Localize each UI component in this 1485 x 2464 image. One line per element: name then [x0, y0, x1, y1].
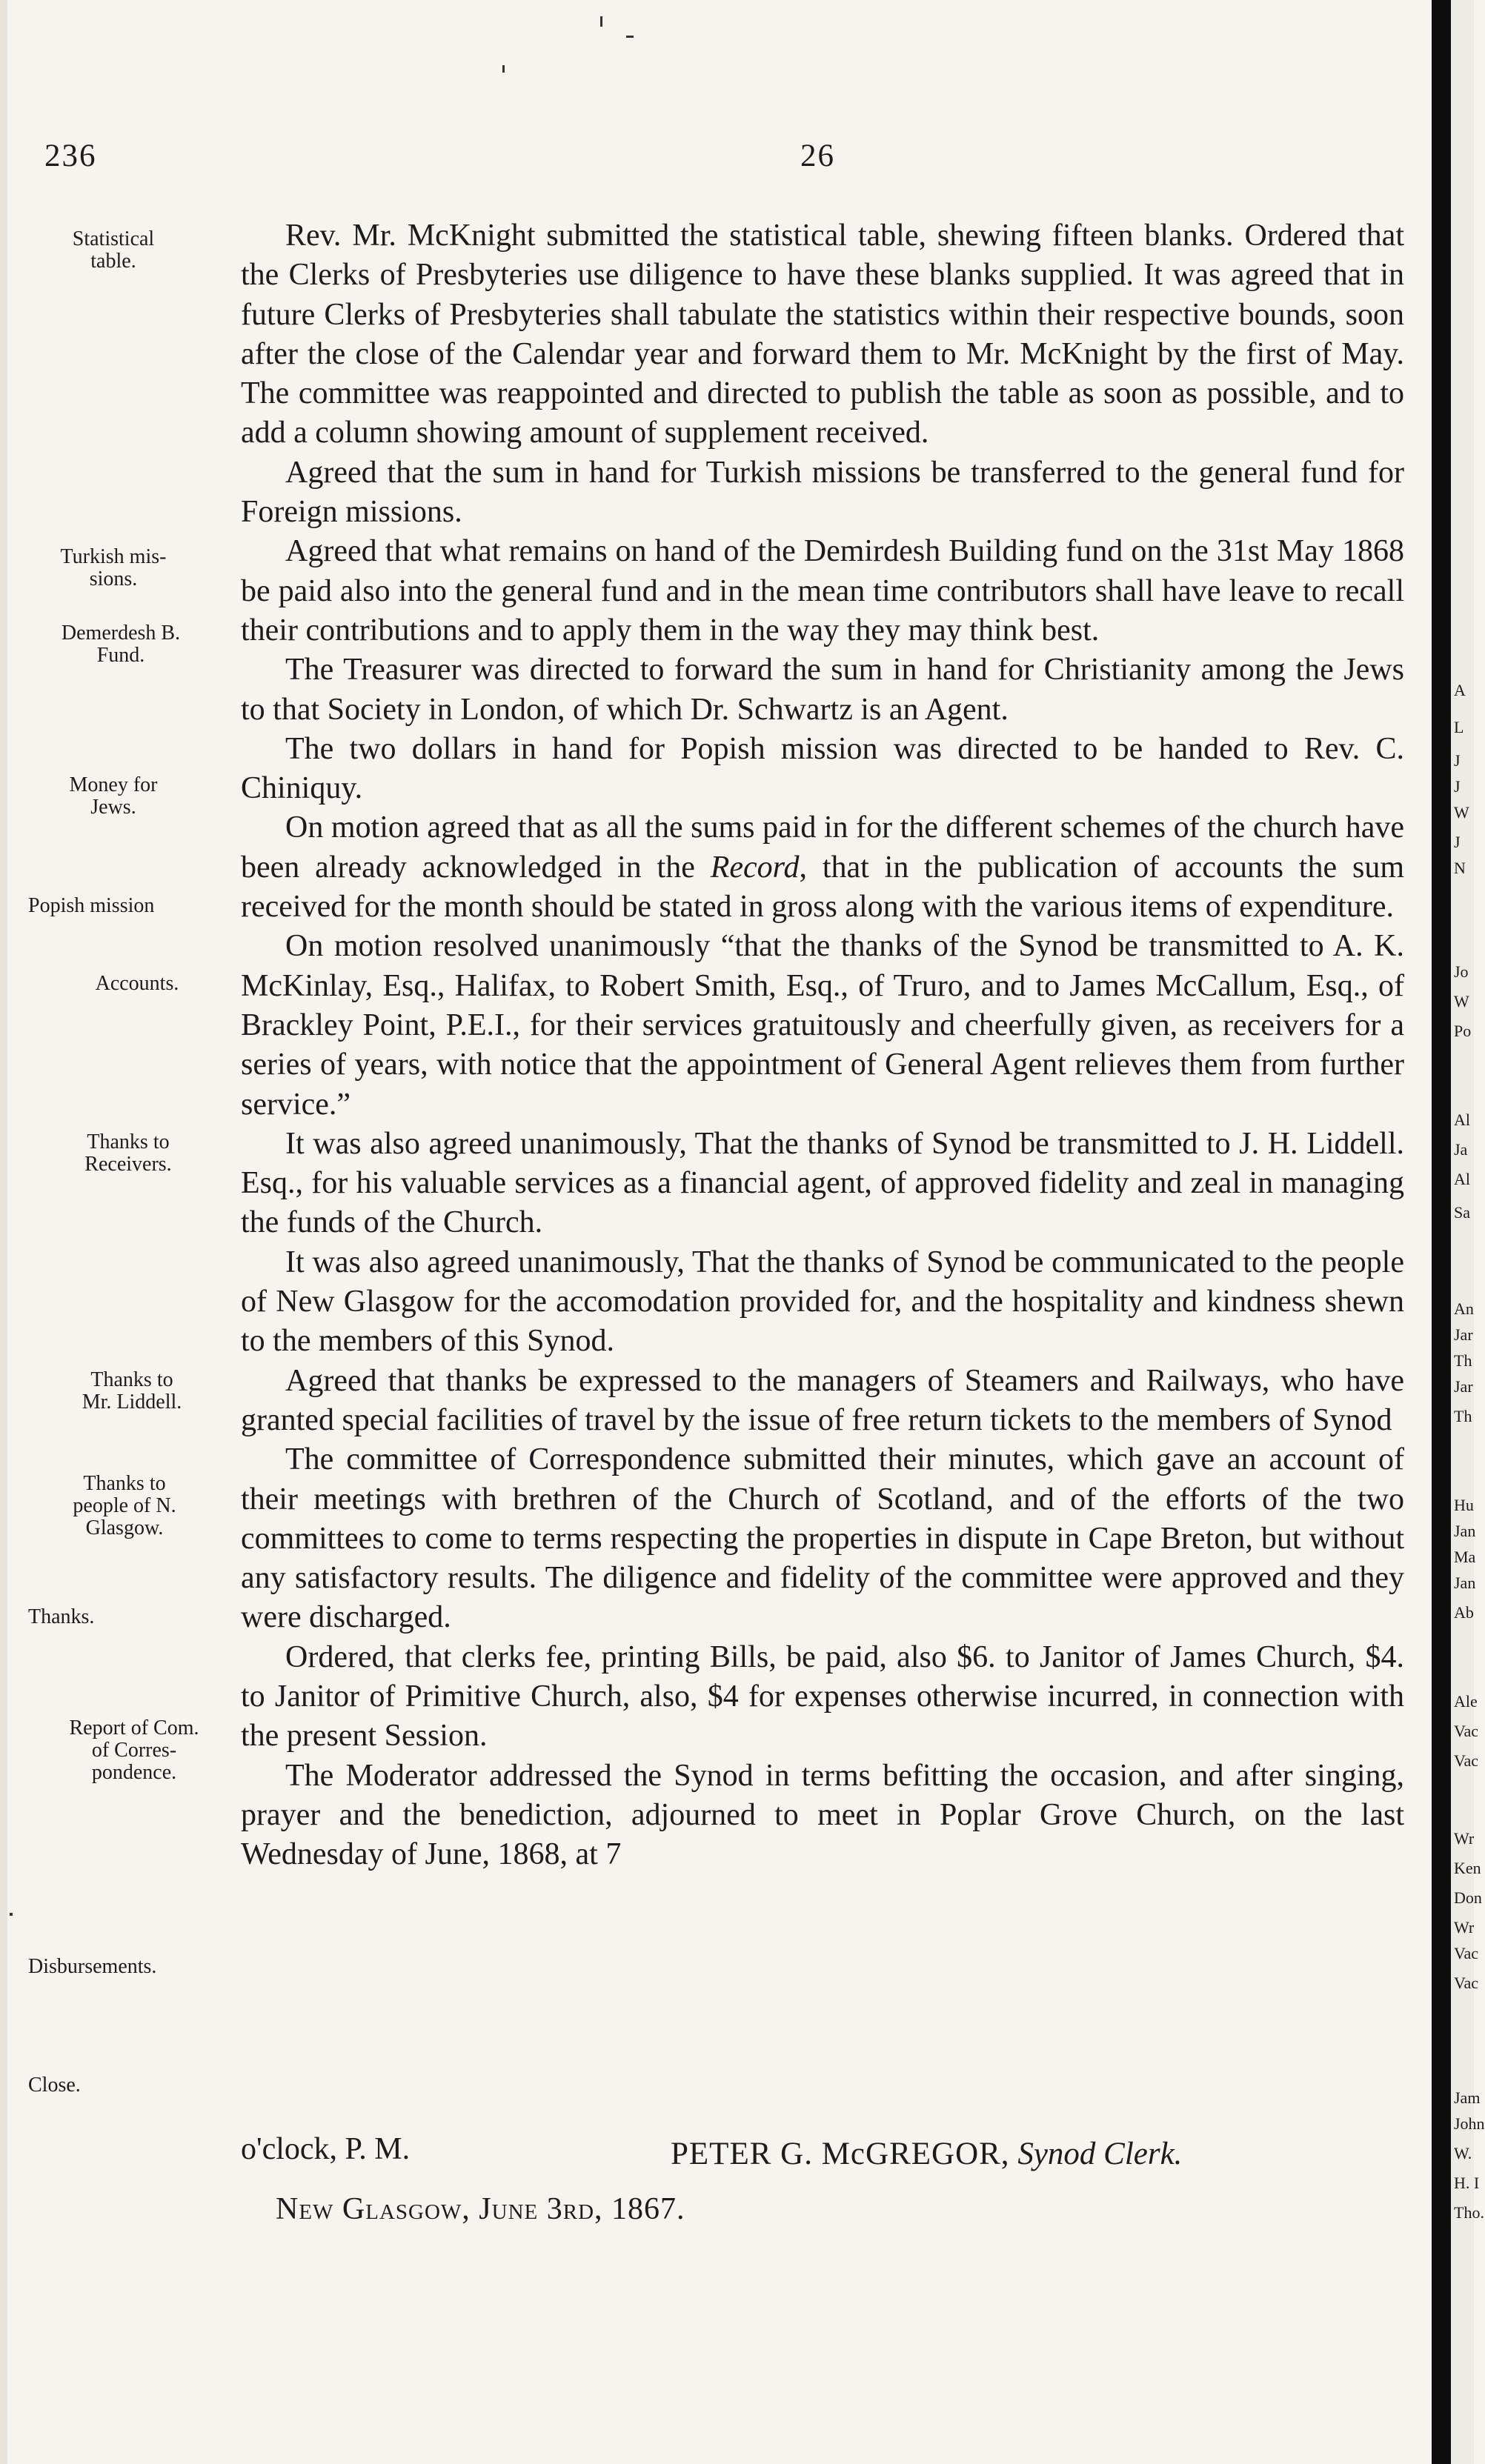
record-title: Record	[710, 850, 800, 885]
paragraph-turkish: Agreed that the sum in hand for Turkish missions be transferred to the general fund for Foreign missions.	[241, 455, 1404, 530]
adjacent-page-fragment: N	[1454, 859, 1466, 877]
paragraph-disbursements: Ordered, that clerks fee, printing Bills, be paid, also $6. to Janitor of James Church, $4. to Janitor of Primitive Church, also, $4 for expenses otherwise incurred, in connection with the present Session.	[241, 1639, 1404, 1754]
binding-gutter	[1432, 0, 1451, 2464]
paragraph-liddell: It was also agreed unanimously, That the thanks of Synod be transmitted to J. H. Liddell. Esq., for his valuable services as a financial agent, of approved fidelity and zeal in managing the funds of the Church.	[241, 1126, 1404, 1240]
paragraph-demirdesh: Agreed that what remains on hand of the Demirdesh Building fund on the 31st May 1868 be paid also into the general fund and in the mean time contributors shall have leave to recall their contributions and to apply them in the way they may think best.	[241, 534, 1404, 647]
adjacent-page-fragment: Al	[1454, 1170, 1470, 1188]
adjacent-page-fragment: Ken	[1454, 1859, 1481, 1877]
margin-note-demerdesh-fund: Demerdesh B. Fund.	[61, 622, 181, 667]
margin-note-disbursements: Disbursements.	[28, 1955, 157, 1978]
margin-note-thanks-liddell: Thanks to Mr. Liddell.	[82, 1368, 182, 1414]
adjacent-page-fragment: Jam	[1454, 2088, 1481, 2107]
adjacent-page-fragment: Tho.	[1454, 2203, 1484, 2222]
adjacent-page-fragment: Hu	[1454, 1496, 1474, 1514]
adjacent-page-fragment: J	[1454, 777, 1461, 796]
page-left-edge	[0, 0, 7, 2464]
adjacent-page-fragment: Al	[1454, 1111, 1470, 1129]
adjacent-page-fragment: H. I	[1454, 2174, 1480, 2192]
adjacent-page-fragment: L	[1454, 718, 1464, 736]
print-speck	[502, 65, 505, 73]
paragraph-steamers: Agreed that thanks be expressed to the managers of Steamers and Railways, who have granted special facilities of travel by the issue of free return tickets to the members of Synod	[241, 1363, 1404, 1437]
margin-note-thanks-glasgow: Thanks to people of N. Glasgow.	[73, 1472, 176, 1539]
adjacent-page-fragment: W	[1454, 992, 1469, 1010]
adjacent-page-fragment: Jar	[1454, 1325, 1473, 1344]
adjacent-page-fragment: Vac	[1454, 1751, 1478, 1770]
adjacent-page-fragment: J	[1454, 751, 1461, 770]
margin-note-close: Close.	[28, 2074, 81, 2097]
adjacent-page-fragment: Po	[1454, 1022, 1472, 1040]
paragraph-accounts	[241, 808, 1404, 927]
margin-note-thanks: Thanks.	[28, 1605, 95, 1628]
adjacent-page-fragment: W	[1454, 803, 1469, 822]
margin-note-report-correspondence: Report of Com. of Corres- pondence.	[69, 1717, 199, 1784]
accounts-text-after: , that in the publication of accounts the sum received for the month should be stated in gross along with the various items of expenditure.	[241, 850, 1404, 925]
print-speck	[600, 16, 602, 27]
clerk-title: Synod Clerk.	[1017, 2137, 1183, 2171]
paragraph-popish: The two dollars in hand for Popish mission was directed to be handed to Rev. C. Chiniquy.	[241, 731, 1404, 806]
paragraph-glasgow: It was also agreed unanimously, That the thanks of Synod be communicated to the people of New Glasgow for the accomodation provided for, and the hospitality and kindness shewn to the members of this Synod.	[241, 1245, 1404, 1359]
signature-time: o'clock, P. M.	[241, 2132, 411, 2166]
paragraph-close: The Moderator addressed the Synod in terms befitting the occasion, and after singing, prayer and the benediction, adjourned to meet in Poplar Grove Church, on the last Wednesday of June, 1868, at 7	[241, 1758, 1404, 1872]
adjacent-page-fragment: Don	[1454, 1888, 1482, 1907]
adjacent-page-fragment: Th	[1454, 1351, 1472, 1370]
adjacent-page-fragment: Th	[1454, 1407, 1472, 1425]
adjacent-page-fragment: Sa	[1454, 1203, 1470, 1222]
accounts-text-before: On motion agreed that as all the sums paid in for the different schemes of the church have been already acknowledged in the	[241, 810, 1404, 885]
margin-note-turkish-missions: Turkish mis- sions.	[60, 545, 167, 590]
adjacent-page-fragment: Vac	[1454, 1944, 1478, 1962]
page-number-center: 26	[800, 139, 835, 173]
adjacent-page-fragment: A	[1454, 681, 1466, 699]
adjacent-page-fragment: J	[1454, 833, 1461, 851]
adjacent-page-fragment: Vac	[1454, 1722, 1478, 1740]
minutes-body	[241, 216, 1404, 1874]
margin-note-money-for-jews: Money for Jews.	[69, 773, 158, 819]
clerk-name: PETER G. McGREGOR,	[671, 2137, 1010, 2171]
adjacent-page-fragment: Wr	[1454, 1918, 1475, 1937]
adjacent-page-fragment: Vac	[1454, 1974, 1478, 1992]
page-number-left: 236	[44, 139, 97, 173]
adjacent-page-fragment: Jan	[1454, 1522, 1476, 1540]
margin-note-thanks-receivers: Thanks to Receivers.	[84, 1131, 172, 1176]
print-speck	[10, 1913, 13, 1916]
margin-note-statistical-table: Statistical table.	[72, 227, 155, 273]
adjacent-page-fragment: Ab	[1454, 1603, 1474, 1622]
place-and-date: New Glasgow, June 3rd, 1867.	[276, 2192, 685, 2226]
paragraph-receivers: On motion resolved unanimously “that the thanks of the Synod be transmitted to A. K. McKinlay, Esq., Halifax, to Robert Smith, Esq., of Truro, and to James McCallum, Esq., of Brackley Point, P.E.I., for their services gratuitously and cheerfully given, as receivers for a series of years, with notice that the appointment of General Agent relieves them from further service.”	[241, 929, 1404, 1122]
adjacent-page-fragment: Jan	[1454, 1574, 1476, 1592]
adjacent-page-fragment: Jo	[1454, 962, 1469, 981]
signature-block	[671, 2134, 1182, 2174]
margin-note-popish-mission: Popish mission	[28, 894, 155, 917]
adjacent-page-fragment: Jar	[1454, 1377, 1473, 1396]
adjacent-page-fragment: Ma	[1454, 1548, 1476, 1566]
paragraph-correspondence: The committee of Correspondence submitted their minutes, which gave an account of their meetings with brethren of the Church of Scotland, and of the efforts of the two committees to come to terms respecting the properties in dispute in Cape Breton, but without any satisfactory results. The diligence and fidelity of the committee were approved and they were discharged.	[241, 1442, 1404, 1635]
print-speck	[626, 36, 634, 38]
adjacent-page-fragment: W.	[1454, 2144, 1472, 2162]
paragraph-statistical: Rev. Mr. McKnight submitted the statistical table, shewing fifteen blanks. Ordered that the Clerks of Presbyteries use diligence to have these blanks supplied. It was agreed that in future Clerks of Presbyteries shall tabulate the statistics within their respective bounds, soon after the close of the Calendar year and forward them to Mr. McKnight by the first of May. The committee was reappointed and directed to publish the table as soon as possible, and to add a column showing amount of supplement received.	[241, 219, 1404, 450]
adjacent-page-fragment: Ale	[1454, 1692, 1478, 1711]
margin-note-accounts: Accounts.	[95, 972, 179, 995]
adjacent-page-fragment: Ja	[1454, 1140, 1468, 1159]
paragraph-jews: The Treasurer was directed to forward the sum in hand for Christianity among the Jews to that Society in London, of which Dr. Schwartz is an Agent.	[241, 653, 1404, 727]
adjacent-page-fragment: Wr	[1454, 1829, 1475, 1848]
adjacent-page-fragment: John	[1454, 2114, 1485, 2133]
adjacent-page-fragment: An	[1454, 1299, 1474, 1318]
